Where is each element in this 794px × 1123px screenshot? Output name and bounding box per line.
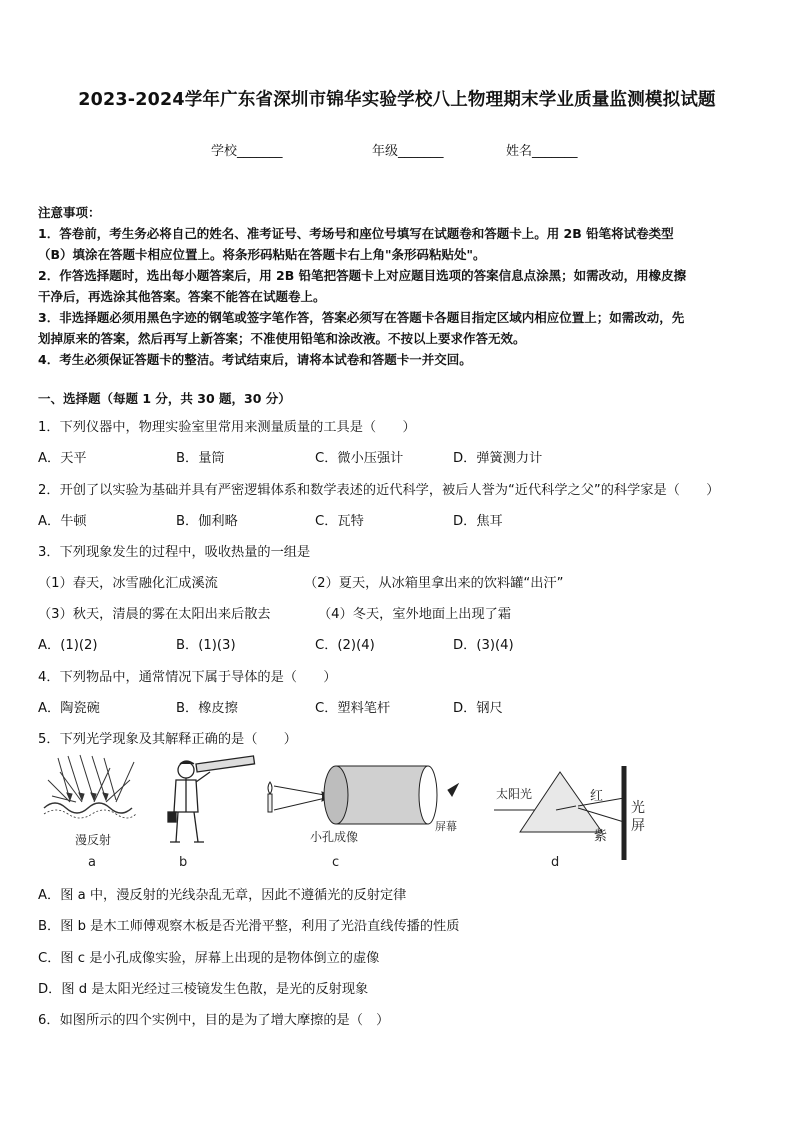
figure-d-screen-label-2: 屏 — [631, 818, 645, 834]
q3-option-c: C．(2)(4) — [315, 638, 375, 653]
q5-option-a: A．图 a 中，漫反射的光线杂乱无章，因此不遵循光的反射定律 — [38, 888, 407, 903]
question-2-stem: 2．开创了以实验为基础并具有严密逻辑体系和数学表述的近代科学，被后人誉为“近代科学之父”的科学家是（ ） — [38, 483, 720, 498]
q3-item-4: （4）冬天，室外地面上出现了霜 — [318, 607, 512, 622]
figure-d-purple-label: 紫 — [594, 829, 608, 844]
note-line: （B）填涂在答题卡相应位置上。将条形码粘贴在答题卡右上角"条形码粘贴处"。 — [38, 247, 486, 262]
school-field: 学校_______ — [211, 144, 283, 159]
name-field: 姓名_______ — [506, 144, 578, 159]
question-3-stem: 3．下列现象发生的过程中，吸收热量的一组是 — [38, 545, 311, 560]
q5-option-c: C．图 c 是小孔成像实验，屏幕上出现的是物体倒立的虚像 — [38, 951, 380, 966]
page-title: 2023-2024学年广东省深圳市锦华实验学校八上物理期末学业质量监测模拟试题 — [78, 90, 716, 110]
q4-option-d: D．钢尺 — [453, 701, 503, 716]
q3-item-2: （2）夏天，从冰箱里拿出来的饮料罐“出汗” — [304, 576, 564, 591]
section-heading: 一、选择题（每题 1 分，共 30 题，30 分） — [38, 391, 291, 406]
question-6-stem: 6．如图所示的四个实例中，目的是为了增大摩擦的是（ ） — [38, 1013, 390, 1028]
figure-c-pinhole — [268, 766, 458, 824]
notes-heading: 注意事项： — [38, 205, 101, 220]
figure-d-letter: d — [551, 855, 560, 870]
figure-b-carpenter — [168, 756, 255, 842]
q1-option-a: A．天平 — [38, 451, 87, 466]
q1-option-c: C．微小压强计 — [315, 451, 404, 466]
figure-a-diffuse-reflection — [44, 755, 136, 818]
q2-option-a: A．牛顿 — [38, 514, 87, 529]
q3-option-a: A．(1)(2) — [38, 638, 98, 653]
question-4-stem: 4．下列物品中，通常情况下属于导体的是（ ） — [38, 670, 337, 685]
q5-option-d: D．图 d 是太阳光经过三棱镜发生色散，是光的反射现象 — [38, 982, 369, 997]
note-line: 3．非选择题必须用黑色字迹的钢笔或签字笔作答，答案必须写在答题卡各题目指定区域内相应位置上；如需改动，先 — [38, 310, 685, 325]
question-5-stem: 5．下列光学现象及其解释正确的是（ ） — [38, 732, 297, 747]
figure-d-sunlight-label: 太阳光 — [496, 787, 533, 801]
grade-field: 年级_______ — [372, 144, 444, 159]
q2-option-b: B．伽利略 — [176, 514, 238, 529]
note-line: 2．作答选择题时，选出每小题答案后，用 2B 铅笔把答题卡上对应题目选项的答案信息点涂黑；如需改动，用橡皮擦 — [38, 268, 687, 283]
q3-option-d: D．(3)(4) — [453, 638, 514, 653]
figure-d-prism — [494, 766, 624, 860]
figure-d-screen-label-1: 光 — [631, 800, 645, 816]
figure-c-caption: 小孔成像 — [310, 830, 359, 844]
q5-option-b: B．图 b 是木工师傅观察木板是否光滑平整，利用了光沿直线传播的性质 — [38, 919, 460, 934]
q1-option-d: D．弹簧测力计 — [453, 451, 543, 466]
q1-option-b: B．量筒 — [176, 451, 225, 466]
figure-b-letter: b — [179, 855, 188, 870]
optics-figure — [0, 750, 794, 875]
q4-option-c: C．塑料笔杆 — [315, 701, 391, 716]
q3-item-1: （1）春天，冰雪融化汇成溪流 — [38, 576, 218, 591]
q2-option-d: D．焦耳 — [453, 514, 503, 529]
q3-item-3: （3）秋天，清晨的雾在太阳出来后散去 — [38, 607, 271, 622]
q4-option-a: A．陶瓷碗 — [38, 701, 100, 716]
q2-option-c: C．瓦特 — [315, 514, 364, 529]
note-line: 1．答卷前，考生务必将自己的姓名、准考证号、考场号和座位号填写在试题卷和答题卡上。用 2B 铅笔将试卷类型 — [38, 226, 674, 241]
figure-a-caption: 漫反射 — [75, 833, 112, 847]
note-line: 4．考生必须保证答题卡的整洁。考试结束后，请将本试卷和答题卡一并交回。 — [38, 352, 472, 367]
figure-c-screen-label: 屏幕 — [435, 820, 457, 833]
figure-a-letter: a — [88, 855, 96, 870]
question-1-stem: 1．下列仪器中，物理实验室里常用来测量质量的工具是（ ） — [38, 420, 416, 435]
figure-c-letter: c — [332, 855, 340, 870]
figure-d-red-label: 红 — [590, 789, 604, 804]
note-line: 干净后，再选涂其他答案。答案不能答在试题卷上。 — [38, 289, 326, 304]
q3-option-b: B．(1)(3) — [176, 638, 236, 653]
q4-option-b: B．橡皮擦 — [176, 701, 238, 716]
note-line: 划掉原来的答案，然后再写上新答案；不准使用铅笔和涂改液。不按以上要求作答无效。 — [38, 331, 526, 346]
